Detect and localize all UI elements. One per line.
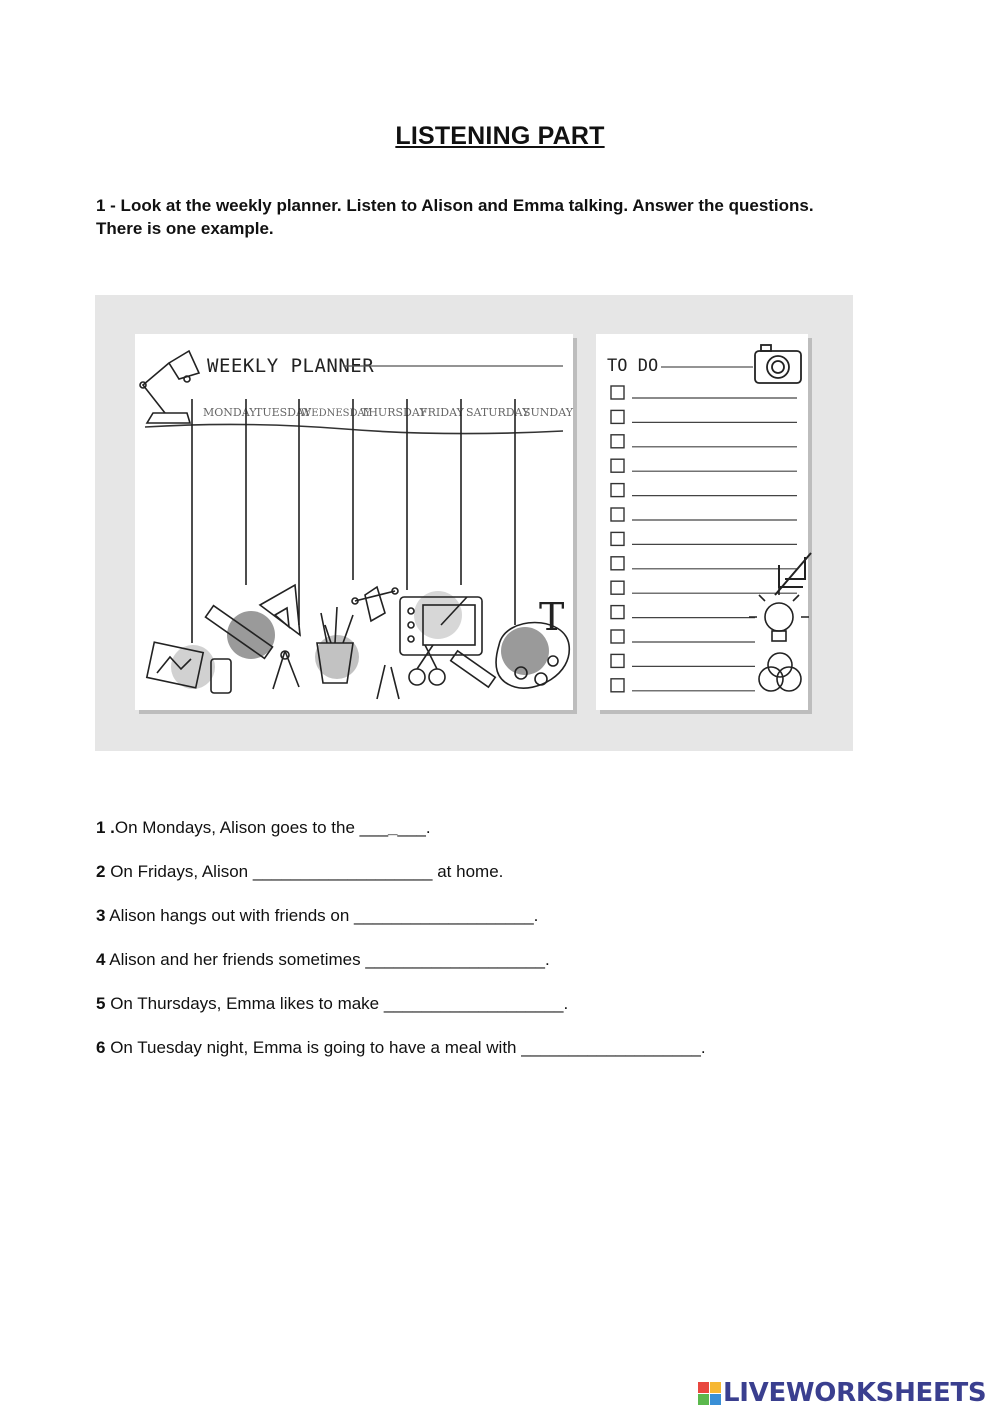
question-number: 2 [96,862,106,881]
question-text: Alison and her friends sometimes ___________________. [105,950,550,969]
day-label: MONDAY [203,406,257,419]
day-label: SATURDAY [466,406,530,419]
day-label: WEDNESDAY [301,408,371,419]
instructions [96,194,896,240]
planner-illustration [95,295,853,751]
logo-square [710,1382,721,1393]
page-title: LISTENING PART [395,122,605,150]
liveworksheets-logo[interactable] [698,1377,986,1409]
question-3 [96,906,538,926]
day-label: TUESDAY [255,406,311,419]
t-letter-icon: T [539,595,565,639]
question-text: On Fridays, Alison ___________________ at home. [105,862,504,881]
logo-square [710,1394,721,1405]
question-number: 1 . [96,818,115,837]
example-answer: _ [388,818,398,837]
day-label: THURSDAY [361,406,427,419]
question-tail: ___. [397,818,431,837]
question-4 [96,950,550,970]
logo-mark-icon [698,1382,721,1405]
weekly-planner-image [95,295,853,751]
question-number: 6 [96,1038,106,1057]
question-number: 5 [96,994,106,1013]
instruction-line-1: 1 - Look at the weekly planner. Listen to Alison and Emma talking. Answer the questions. [96,196,814,215]
question-text: On Tuesday night, Emma is going to have a meal with ___________________. [105,1038,706,1057]
question-2 [96,862,503,882]
instruction-line-2: There is one example. [96,219,274,238]
question-text: On Mondays, Alison goes to the ___ [114,818,389,837]
question-number: 4 [96,950,106,969]
logo-square [698,1394,709,1405]
day-label: FRIDAY [420,406,464,419]
question-5 [96,994,568,1014]
planner-heading: WEEKLY PLANNER [207,355,375,377]
todo-heading: TO DO [607,356,659,376]
question-text: Alison hangs out with friends on ___________________. [105,906,539,925]
day-label: SUNDAY [523,406,574,419]
question-6 [96,1038,706,1058]
logo-text: LIVEWORKSHEETS [723,1378,987,1408]
logo-square [698,1382,709,1393]
question-number: 3 [96,906,106,925]
question-text: On Thursdays, Emma likes to make ___________________. [105,994,569,1013]
question-1 [96,818,431,838]
